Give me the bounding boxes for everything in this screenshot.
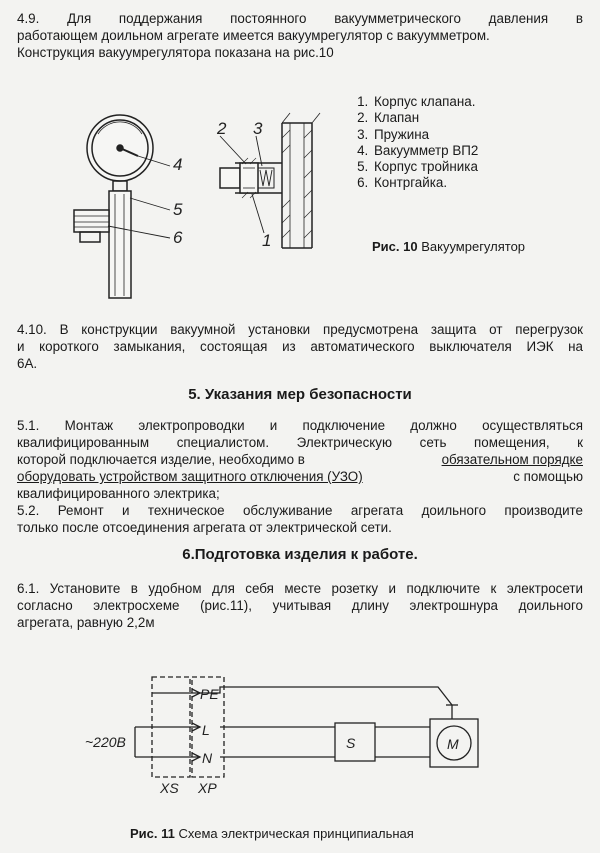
fig10-label-5: 5 bbox=[173, 200, 183, 219]
parts-list-item: 6. Контргайка. bbox=[372, 175, 478, 191]
para-4-10-line2: и короткого замыкания, состоящая из автоматического выключателя ИЭК на bbox=[17, 339, 583, 354]
para-5-2-line1: 5.2. Ремонт и техническое обслуживание агрегата доильного производите bbox=[17, 503, 583, 518]
para-5-1-line5: квалифицированного электрика; bbox=[17, 486, 220, 501]
parts-list-item: 5. Корпус тройника bbox=[372, 159, 478, 175]
fig10-caption-number: Рис. 10 bbox=[372, 239, 418, 254]
xp-label: XP bbox=[198, 780, 217, 796]
vacuum-regulator-figure bbox=[60, 98, 350, 318]
section-5-title: 5. Указания мер безопасности bbox=[188, 386, 412, 403]
fig11-caption bbox=[130, 826, 414, 841]
fig10-label-4: 4 bbox=[173, 155, 183, 174]
voltage-label: ~220В bbox=[85, 734, 126, 750]
fig10-label-6: 6 bbox=[173, 228, 183, 247]
parts-list-item: 4. Вакуумметр ВП2 bbox=[372, 143, 478, 159]
para-4-9-line1: 4.9. Для поддержания постоянного вакуумметрического давления в bbox=[17, 11, 583, 26]
para-5-1-line4-text: с помощью bbox=[513, 469, 583, 484]
wiring-diagram bbox=[80, 665, 480, 825]
para-4-10-line3: 6А. bbox=[17, 356, 38, 371]
para-4-10-line1: 4.10. В конструкции вакуумной установки предусмотрена защита от перегрузок bbox=[17, 322, 583, 337]
para-5-1-line1: 5.1. Монтаж электропроводки и подключение должно осуществляться bbox=[17, 418, 583, 433]
n-label: N bbox=[202, 750, 213, 766]
fig10-label-1: 1 bbox=[262, 231, 272, 250]
para-5-1-line3-text: которой подключается изделие, необходимо в bbox=[17, 452, 305, 467]
para-5-1-line3 bbox=[17, 451, 583, 468]
para-6-1-line3: агрегата, равную 2,2м bbox=[17, 615, 155, 630]
para-5-1-line2: квалифицированным специалистом. Электрическую сеть помещения, к bbox=[17, 435, 583, 450]
parts-list-item: 3. Пружина bbox=[372, 127, 478, 143]
para-5-2-line2: только после отсоединения агрегата от электрической сети. bbox=[17, 520, 392, 535]
fig10-caption-text: Вакуумрегулятор bbox=[421, 239, 526, 254]
pe-label: PE bbox=[200, 686, 219, 702]
fig10-label-3: 3 bbox=[253, 119, 263, 138]
fig10-label-2: 2 bbox=[217, 119, 227, 138]
switch-label: S bbox=[346, 735, 356, 751]
parts-list bbox=[352, 94, 478, 192]
section-6-title: 6.Подготовка изделия к работе. bbox=[182, 546, 418, 563]
fig11-caption-text: Схема электрическая принципиальная bbox=[178, 826, 414, 841]
para-5-1-line4 bbox=[17, 468, 583, 485]
para-4-9-line2: работающем доильном агрегате имеется вакуумрегулятор с вакуумметром. bbox=[17, 28, 490, 43]
para-5-1-underlined-text: обязательном порядке bbox=[441, 452, 583, 467]
xs-label: XS bbox=[160, 780, 179, 796]
parts-list-item: 2. Клапан bbox=[372, 110, 478, 126]
l-label: L bbox=[202, 722, 210, 738]
fig11-caption-number: Рис. 11 bbox=[130, 826, 175, 841]
para-6-1-line2: согласно электросхеме (рис.11), учитывая длину электрошнура доильного bbox=[17, 598, 583, 613]
fig10-caption bbox=[372, 239, 525, 254]
para-5-1-underlined-text: оборудовать устройством защитного отключения (УЗО) bbox=[17, 469, 363, 484]
para-4-9-line3: Конструкция вакуумрегулятора показана на рис.10 bbox=[17, 45, 334, 60]
parts-list-item: 1. Корпус клапана. bbox=[372, 94, 478, 110]
motor-label: M bbox=[447, 736, 459, 752]
para-6-1-line1: 6.1. Установите в удобном для себя месте розетку и подключите к электросети bbox=[17, 581, 583, 596]
